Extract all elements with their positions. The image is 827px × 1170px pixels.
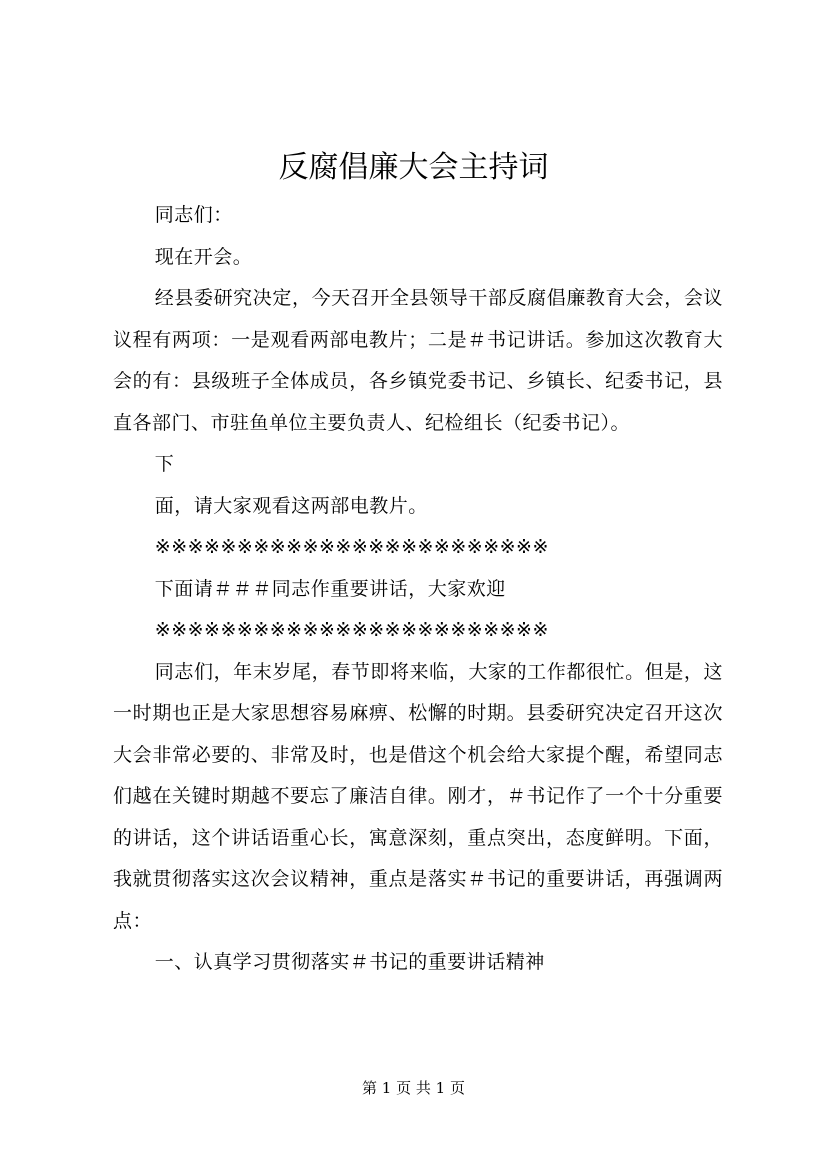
paragraph-opening: 现在开会。 [154, 245, 253, 268]
paragraph-agenda: 经县委研究决定，今天召开全县领导干部反腐倡廉教育大会，会议议程有两项：一是观看两部电教片；二是＃书记讲话。参加这次教育大会的有：县级班子全体成员，各乡镇党委书记、乡镇长、纪委书记，县直各部门、市驻鱼单位主要负责人、纪检组长（纪委书记）。 [113, 287, 723, 434]
paragraph-speech-intro: 下面请＃＃＃同志作重要讲话，大家欢迎 [154, 577, 506, 600]
page-footer: 第 1 页 共 1 页 [362, 1079, 465, 1097]
paragraph-separator-1: ※※※※※※※※※※※※※※※※※※※※※※※※ [154, 536, 549, 558]
paragraph-section-heading: 一、认真学习贯彻落实＃书记的重要讲话精神 [154, 951, 545, 973]
paragraph-next-fragment: 下 [154, 453, 175, 475]
paragraph-greeting: 同志们： [154, 204, 233, 226]
paragraph-separator-2: ※※※※※※※※※※※※※※※※※※※※※※※※ [154, 619, 549, 641]
document-title: 反腐倡廉大会主持词 [278, 150, 549, 185]
paragraph-video: 面，请大家观看这两部电教片。 [154, 494, 428, 517]
document-body [113, 195, 723, 984]
paragraph-closing-remarks: 同志们，年末岁尾，春节即将来临，大家的工作都很忙。但是，这一时期也正是大家思想容易麻痹、松懈的时期。县委研究决定召开这次大会非常必要的、非常及时，也是借这个机会给大家提个醒，希望同志们越在关键时期越不要忘了廉洁自律。刚才，＃书记作了一个十分重要的讲话，这个讲话语重心长，寓意深刻，重点突出，态度鲜明。下面，我就贯彻落实这次会议精神，重点是落实＃书记的重要讲话，再强调两点： [113, 660, 723, 932]
